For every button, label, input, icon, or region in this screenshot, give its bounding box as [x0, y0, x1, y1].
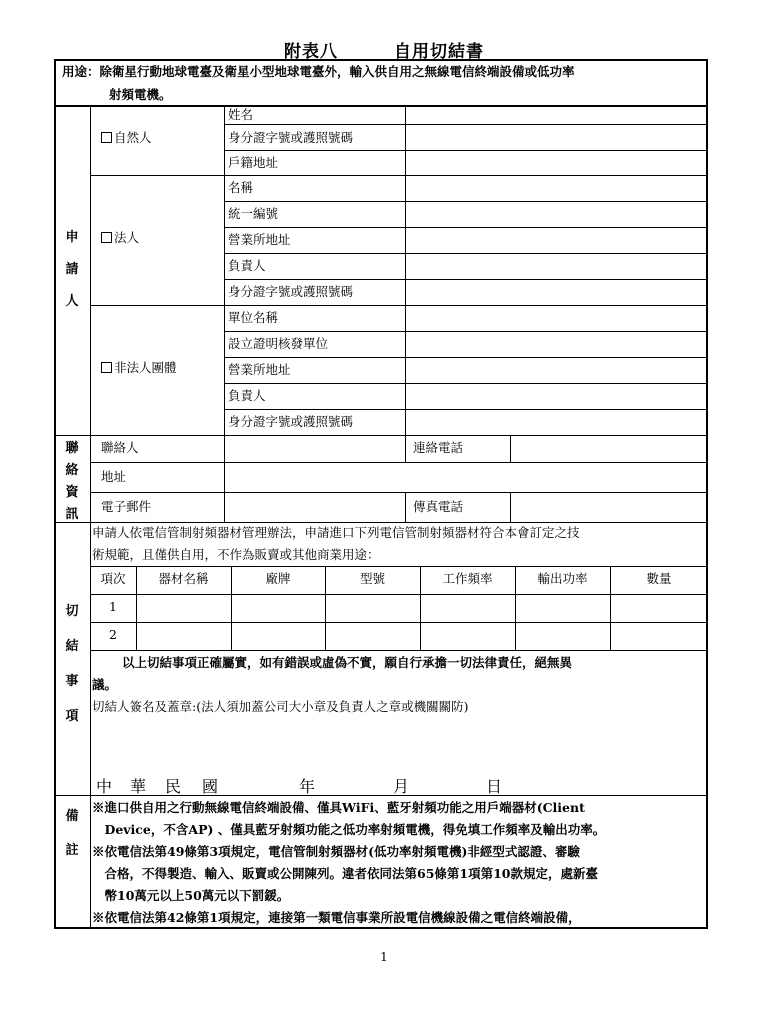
date-day-label: 日	[486, 777, 505, 796]
label-divider	[405, 105, 406, 435]
statement-line-2: 議。	[92, 677, 118, 692]
section-char: 事	[65, 674, 79, 689]
section-char: 訊	[65, 507, 79, 522]
section-char: 人	[65, 294, 79, 309]
field-label: 單位名稱	[228, 310, 279, 325]
date-char: 中	[96, 777, 115, 796]
section-char: 聯	[65, 441, 79, 456]
contact-person-label: 聯絡人	[101, 440, 139, 455]
contact-section-label	[54, 438, 90, 526]
field-label: 營業所地址	[228, 232, 291, 247]
date-char: 華	[130, 777, 149, 796]
remark-line: 幣10萬元以上50萬元以下罰鍰。	[92, 888, 290, 903]
section-char: 結	[65, 639, 79, 654]
row-number: 2	[109, 627, 117, 642]
row-line	[224, 253, 708, 254]
row-line	[90, 492, 708, 493]
row-line	[224, 357, 708, 358]
column-header: 型號	[359, 571, 385, 586]
form-title-main: 自用切結書	[394, 42, 484, 62]
section-char: 申	[65, 230, 79, 245]
purpose-line-1: 用途：除衛星行動地球電臺及衛星小型地球電臺外，輸入供自用之無線電信終端設備或低功率	[62, 64, 575, 79]
remarks-notes	[92, 797, 704, 929]
remark-line: ※依電信法第42條第1項規定，連接第一類電信事業所設電信機線設備之電信終端設備，	[92, 910, 581, 925]
row-number: 1	[109, 599, 117, 614]
natural-person-option[interactable]	[101, 132, 152, 145]
field-label: 負責人	[228, 258, 266, 273]
group-divider-legal	[90, 305, 708, 306]
applicant-section-label	[54, 222, 90, 318]
column-header: 廠牌	[265, 571, 291, 586]
date-month-label: 月	[393, 777, 412, 796]
field-label: 姓名	[228, 107, 254, 122]
checkbox[interactable]	[101, 132, 112, 143]
contact-fax-label: 傳真電話	[413, 499, 464, 514]
affidavit-section-label	[54, 594, 90, 734]
row-line	[224, 409, 708, 410]
remarks-section-label	[54, 800, 90, 868]
remark-line: ※依電信法第49條第3項規定，電信管制射頻器材(低功率射頻電機)非經型式認證、審驗	[92, 844, 580, 859]
natural-person-label: 自然人	[114, 130, 152, 145]
contact-divider	[510, 435, 511, 462]
section-char: 註	[65, 843, 79, 858]
row-line	[224, 124, 708, 125]
checkbox[interactable]	[101, 232, 112, 243]
divider	[54, 795, 708, 796]
legal-person-option[interactable]	[101, 232, 139, 245]
field-label: 負責人	[228, 388, 266, 403]
contact-address-label: 地址	[101, 469, 127, 484]
column-header: 器材名稱	[158, 571, 209, 586]
field-label: 身分證字號或護照號碼	[228, 284, 354, 299]
nonlegal-group-label: 非法人團體	[114, 360, 177, 375]
column-header: 數量	[646, 571, 672, 586]
contact-divider	[405, 435, 406, 462]
table-line	[90, 622, 708, 623]
row-line	[224, 201, 708, 202]
row-line	[224, 331, 708, 332]
contact-phone-label: 連絡電話	[413, 440, 464, 455]
contact-divider	[224, 435, 225, 522]
column-header: 輸出功率	[537, 571, 588, 586]
section-char: 請	[65, 262, 79, 277]
field-label: 身分證字號或護照號碼	[228, 130, 354, 145]
row-line	[90, 462, 708, 463]
row-line	[224, 279, 708, 280]
row-line	[224, 150, 708, 151]
field-label: 設立證明核發單位	[228, 336, 329, 351]
column-header: 項次	[100, 571, 126, 586]
table-line	[90, 594, 708, 595]
divider	[54, 435, 708, 436]
field-label: 營業所地址	[228, 362, 291, 377]
remark-line: ※進口供自用之行動無線電信終端設備、僅具WiFi、藍牙射頻功能之用戶端器材(Client	[92, 800, 585, 815]
nonlegal-group-option[interactable]	[101, 362, 177, 375]
section-column-divider	[90, 105, 91, 929]
contact-email-label: 電子郵件	[101, 499, 152, 514]
remark-line: 合格，不得製造、輸入、販賣或公開陳列。違者依同法第65條第1項第10款規定，處新臺	[92, 866, 598, 881]
date-year-label: 年	[299, 777, 318, 796]
group-divider-natural	[90, 175, 708, 176]
purpose-line-2: 射頻電機。	[109, 87, 172, 102]
field-label: 統一編號	[228, 206, 279, 221]
column-header: 工作頻率	[442, 571, 493, 586]
field-label: 名稱	[228, 180, 254, 195]
form-annex-label: 附表八	[284, 42, 338, 62]
section-char: 備	[65, 809, 79, 824]
date-char: 國	[202, 777, 221, 796]
row-line	[224, 383, 708, 384]
category-divider	[224, 105, 225, 435]
table-line	[90, 650, 708, 651]
contact-divider	[405, 492, 406, 522]
section-char: 資	[65, 485, 79, 500]
table-line	[90, 566, 708, 567]
divider	[54, 522, 708, 523]
legal-person-label: 法人	[114, 230, 140, 245]
section-char: 切	[65, 604, 79, 619]
field-label: 戶籍地址	[228, 155, 279, 170]
statement-line-1: 以上切結事項正確屬實，如有錯誤或虛偽不實，願自行承擔一切法律責任，絕無異	[122, 655, 573, 670]
page-number: 1	[380, 950, 388, 964]
section-char: 絡	[65, 463, 79, 478]
remark-line: Device，不含AP) 、僅具藍牙射頻功能之低功率射頻電機，得免填工作頻率及輸出功率。	[92, 822, 606, 837]
signature-label: 切結人簽名及蓋章:(法人須加蓋公司大小章及負責人之章或機關關防)	[92, 699, 469, 714]
section-char: 項	[65, 709, 79, 724]
checkbox[interactable]	[101, 362, 112, 373]
divider	[54, 105, 708, 107]
affidavit-intro-line-2: 術規範，且僅供自用，不作為販賣或其他商業用途：	[92, 547, 380, 562]
field-label: 身分證字號或護照號碼	[228, 414, 354, 429]
date-char: 民	[165, 777, 184, 796]
row-line	[224, 227, 708, 228]
affidavit-intro-line-1: 申請人依電信管制射頻器材管理辦法，申請進口下列電信管制射頻器材符合本會訂定之技	[92, 525, 580, 540]
contact-divider	[510, 492, 511, 522]
